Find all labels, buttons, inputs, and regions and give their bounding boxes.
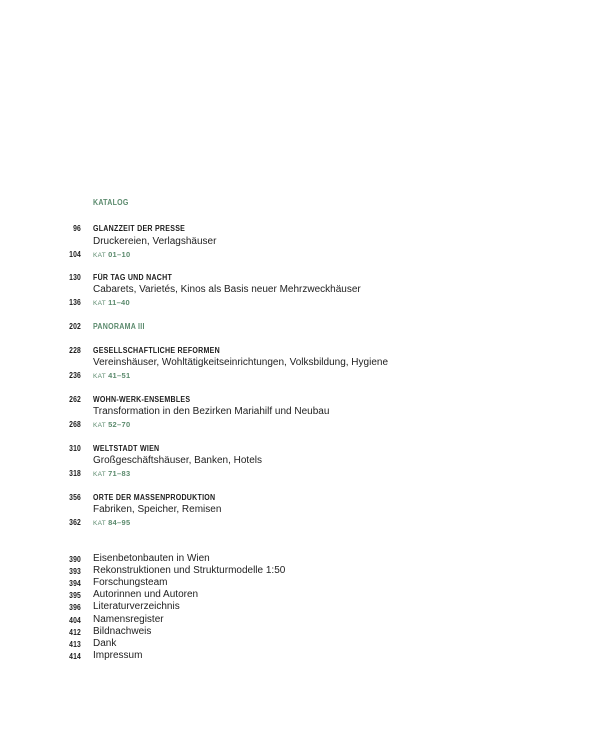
kat-page-number: 104	[69, 250, 81, 259]
kat-prefix: KAT	[93, 471, 106, 478]
kat-prefix: KAT	[93, 520, 106, 527]
appendix-page-number: 396	[69, 603, 81, 612]
section-subtitle: Cabarets, Varietés, Kinos als Basis neuer Mehrzweckhäuser	[93, 284, 361, 295]
kat-range	[93, 518, 130, 527]
section-page-number: 310	[69, 444, 81, 453]
section-title: WELTSTADT WIEN	[93, 444, 160, 453]
appendix-item: Literaturverzeichnis	[93, 601, 180, 612]
kat-prefix: KAT	[93, 373, 106, 380]
panorama-page-number: 202	[69, 322, 81, 331]
kat-page-number: 268	[69, 420, 81, 429]
kat-prefix: KAT	[93, 300, 106, 307]
section-title: GLANZZEIT DER PRESSE	[93, 224, 186, 233]
appendix-item: Eisenbetonbauten in Wien	[93, 553, 210, 564]
appendix-item: Namensregister	[93, 614, 164, 625]
katalog-heading: KATALOG	[93, 198, 129, 207]
kat-range	[93, 371, 130, 380]
appendix-page-number: 414	[69, 652, 81, 661]
appendix-page-number: 404	[69, 616, 81, 625]
appendix-item: Rekonstruktionen und Strukturmodelle 1:50	[93, 565, 286, 576]
appendix-item: Impressum	[93, 650, 143, 661]
section-title: GESELLSCHAFTLICHE REFORMEN	[93, 346, 220, 355]
appendix-item: Forschungsteam	[93, 577, 168, 588]
kat-prefix: KAT	[93, 252, 106, 259]
appendix-item: Autorinnen und Autoren	[93, 589, 199, 600]
section-subtitle: Transformation in den Bezirken Mariahilf und Neubau	[93, 406, 330, 417]
section-title: FÜR TAG UND NACHT	[93, 273, 173, 282]
section-subtitle: Druckereien, Verlagshäuser	[93, 236, 217, 247]
kat-numbers: 01–10	[108, 250, 131, 259]
appendix-page-number: 394	[69, 579, 81, 588]
panorama-title: PANORAMA III	[93, 322, 145, 331]
kat-range	[93, 420, 130, 429]
kat-page-number: 236	[69, 371, 81, 380]
section-page-number: 130	[69, 273, 81, 282]
section-subtitle: Großgeschäftshäuser, Banken, Hotels	[93, 455, 262, 466]
kat-range	[93, 469, 130, 478]
appendix-page-number: 412	[69, 628, 81, 637]
appendix-page-number: 413	[69, 640, 81, 649]
appendix-item: Dank	[93, 638, 117, 649]
section-page-number: 96	[73, 224, 81, 233]
kat-range	[93, 250, 130, 259]
kat-numbers: 52–70	[108, 420, 131, 429]
appendix-page-number: 393	[69, 567, 81, 576]
section-page-number: 356	[69, 493, 81, 502]
appendix-item: Bildnachweis	[93, 626, 152, 637]
kat-numbers: 11–40	[108, 298, 131, 307]
appendix-page-number: 395	[69, 591, 81, 600]
kat-numbers: 71–83	[108, 469, 131, 478]
section-subtitle: Fabriken, Speicher, Remisen	[93, 504, 222, 515]
kat-numbers: 41–51	[108, 371, 131, 380]
section-page-number: 262	[69, 395, 81, 404]
section-title: ORTE DER MASSENPRODUKTION	[93, 493, 216, 502]
kat-numbers: 84–95	[108, 518, 131, 527]
section-page-number: 228	[69, 346, 81, 355]
kat-page-number: 362	[69, 518, 81, 527]
kat-page-number: 136	[69, 298, 81, 307]
section-title: WOHN-WERK-ENSEMBLES	[93, 395, 191, 404]
kat-range	[93, 298, 130, 307]
kat-prefix: KAT	[93, 422, 106, 429]
kat-page-number: 318	[69, 469, 81, 478]
section-subtitle: Vereinshäuser, Wohltätigkeitseinrichtungen, Volksbildung, Hygiene	[93, 357, 388, 368]
appendix-page-number: 390	[69, 555, 81, 564]
